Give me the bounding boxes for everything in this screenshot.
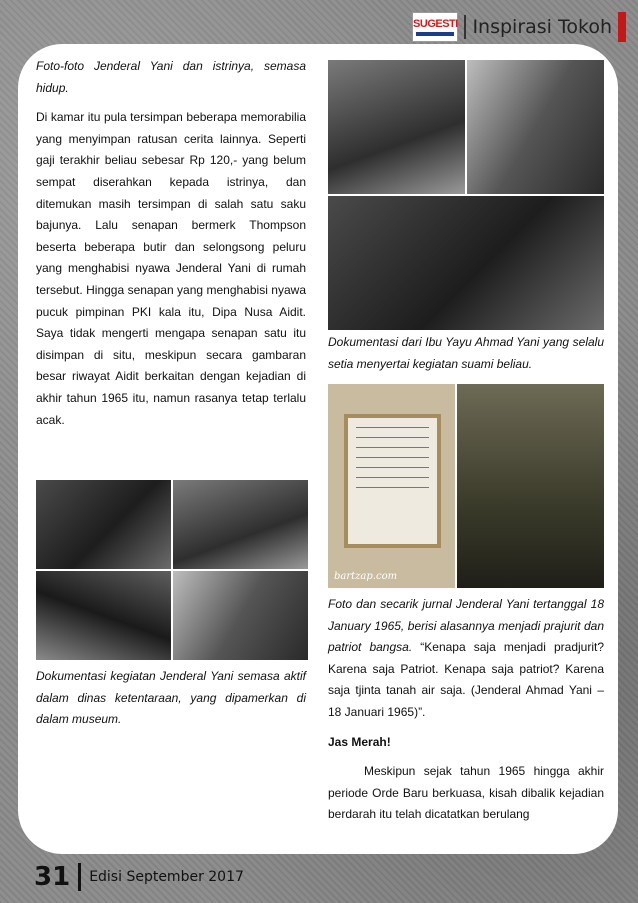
caption-2-paragraph [328, 594, 604, 724]
photo-portrait-wife [467, 60, 604, 194]
left-caption-block [36, 666, 306, 739]
page-number: 31 [34, 862, 71, 892]
article-page [18, 44, 618, 854]
section-title: Inspirasi Tokoh [472, 16, 612, 38]
right-body-text: Meskipun sejak tahun 1965 hingga akhir periode Orde Baru berkuasa, kisah dibalik kejadian berdarah itu telah dicatatkan berulang [328, 764, 604, 822]
caption-1: Dokumentasi dari Ibu Yayu Ahmad Yani yang selalu setia menyertai kegiatan suami beliau. [328, 335, 604, 371]
section-heading: Jas Merah! [328, 734, 391, 749]
journal-photo [328, 384, 455, 588]
family-photo-collage [328, 60, 604, 330]
photo-watermark: bartzap.com [334, 571, 398, 582]
left-body-text: Di kamar itu pula tersimpan beberapa memorabilia yang menyimpan ratusan cerita lainnya. Seperti gaji terakhir beliau sebesar Rp 120,- yang belum sempat diserahkan kepada istrinya, dan ditemukan masih tersimpan di salah satu saku bajunya. Lalu senapan bermerk Thompson beserta beberapa butir dan selongsong peluru yang menghabisi nyawa Jenderal Yani di rumah tersebut. Hingga senapan yang menghabisi nyawa pucuk pimpinan PKI kala itu, Dipa Nusa Aidit. Saya tidak mengerti mengapa senapan satu itu disimpan di situ, meskipun secara gambaran besar riwayat Aidit berkaitan dengan kejadian di akhir tahun 1965 itu, namun rasanya tetap terlalu acak. [36, 110, 306, 427]
yani-quote: “Kenapa saja menjadi pradjurit? Karena saja Patriot. Kenapa saja patriot? Karena saja tjinta tanah air saja. (Jenderal Ahmad Yani – 18 Januari 1965)”. [328, 640, 604, 719]
journal-and-portrait [328, 384, 604, 588]
journal-frame [344, 414, 441, 548]
photo-officers [36, 480, 171, 569]
photo-handshake [173, 571, 308, 660]
header-accent-bar [618, 12, 626, 42]
military-photo-collage [36, 480, 308, 660]
general-portrait-photo [457, 384, 604, 588]
caption-top: Foto-foto Jenderal Yani dan istrinya, semasa hidup. [36, 59, 306, 95]
page-header [412, 12, 626, 42]
caption-2: Foto dan secarik jurnal Jenderal Yani tertanggal 18 January 1965, berisi alasannya menjadi prajurit dan patriot bangsa. [328, 597, 604, 655]
photo-handshake-couple [328, 60, 465, 194]
footer-divider [78, 863, 81, 891]
left-column [36, 56, 306, 439]
right-text-block [328, 594, 604, 834]
logo-bar [416, 32, 454, 36]
sugesti-logo [412, 12, 458, 42]
header-divider [464, 15, 466, 39]
logo-text: SUGESTI [413, 17, 458, 30]
edition-label: Edisi September 2017 [89, 869, 244, 885]
caption-bottom: Dokumentasi kegiatan Jenderal Yani semasa aktif dalam dinas ketentaraan, yang dipamerkan di dalam museum. [36, 669, 306, 727]
photo-meeting [36, 571, 171, 660]
photo-group-seated [328, 196, 604, 330]
photo-salute [173, 480, 308, 569]
right-caption-1-block [328, 332, 604, 383]
page-footer [34, 862, 244, 892]
